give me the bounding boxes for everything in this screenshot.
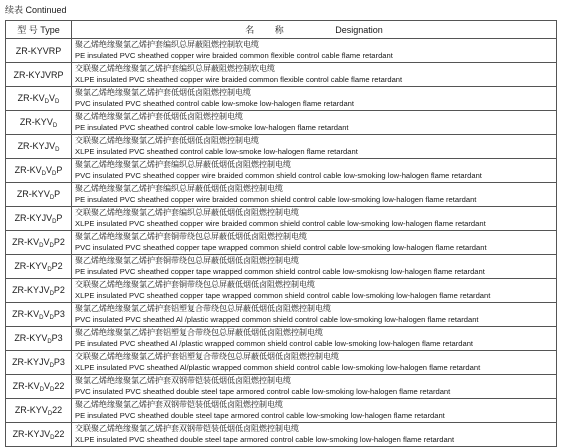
model-subscript: D [49,194,55,201]
model-cell [6,303,72,327]
table-caption: 续表 Continued [5,5,67,15]
model-cell [6,255,72,279]
designation-cell [72,255,557,279]
model-code: ZR-KYV [16,188,50,199]
designation-zh: 交联聚乙烯绝缘聚氯乙烯护套编织总屏蔽低烟低卤阻燃控制电缆 [75,208,299,217]
model-code-part: V [45,164,52,175]
designation-en: PVC insulated PVC sheathed copper wire braided common shield control cable low-smoking low-halogen flame retardant [75,170,482,180]
table-row [6,279,557,303]
model-code-part: V [43,308,50,319]
designation-zh: 交联聚乙烯绝缘聚氯乙烯护套双钢带铠装低烟低卤阻燃控制电缆 [75,424,299,433]
table-row [6,39,557,63]
model-cell [6,351,72,375]
model-subscript: D [50,434,55,441]
model-suffix: P [54,188,61,199]
designation-en: PE insulated PVC sheathed copper wire braided common shield control cable low-smoking low-halogen flame retardant [75,194,477,204]
designation-table [5,20,557,447]
table-row [6,399,557,423]
designation-en: XLPE insulated PVC sheathed control cable low-smoke low-halogen flame retardant [75,146,358,156]
table-row [6,351,557,375]
designation-en: XLPE insulated PVC sheathed double steel tape armored control cable low-smoking low-halogen flame retardant [75,434,455,444]
table-row [6,159,557,183]
designation-cell [72,231,557,255]
model-suffix: P2 [53,284,65,295]
table-row [6,183,557,207]
model-subscript: D [52,170,57,177]
designation-cell [72,135,557,159]
model-code: ZR-KYVRP [15,45,62,56]
table-row [6,303,557,327]
designation-en: XLPE insulated PVC sheathed copper wire braided common shield control cable low-smoking low-halogen flame retardant [75,218,486,228]
model-code-part: V [43,236,50,247]
designation-zh: 聚乙烯绝缘聚氯乙烯护套双钢带铠装低烟低卤阻燃控制电缆 [75,400,283,409]
designation-cell [72,327,557,351]
model-code: ZR-KYJV [12,428,51,439]
model-code: ZR-KYJV [12,284,50,295]
designation-cell [72,399,557,423]
designation-en: PVC insulated PVC sheathed Al /plastic wrapped common shield control cable low-smoking low-halogen flame retardant [75,314,479,324]
model-suffix: P2 [51,260,63,271]
model-subscript: D [44,98,49,105]
model-subscript: D [52,122,58,129]
model-cell [6,159,72,183]
model-cell [6,231,72,255]
designation-zh: 交联聚乙烯绝缘聚氯乙烯护套铝塑复合带绕包总屏蔽低烟低卤阻燃控制电缆 [75,352,339,361]
model-cell [6,135,72,159]
designation-en: PVC insulated PVC sheathed copper tape wrapped common shield control cable low-smoking low-halogen flame retardant [75,242,487,252]
model-code: ZR-KYJVRP [13,69,64,80]
designation-cell [72,207,557,231]
designation-cell [72,63,557,87]
model-code: ZR-KV [12,308,40,319]
model-cell [6,375,72,399]
designation-en: PE insulated PVC sheathed copper tape wrapped common shield control cable low-smokisng low-halogen flame retardant [75,266,485,276]
designation-zh: 聚氯乙烯绝缘聚氯乙烯护套双钢带铠装低烟低卤阻燃控制电缆 [75,376,291,385]
table-row [6,327,557,351]
designation-zh: 聚氯乙烯绝缘聚氯乙烯护套编织总屏蔽低烟低卤阻燃控制电缆 [75,160,291,169]
model-code: ZR-KYV [14,404,48,415]
designation-zh: 交联聚乙烯绝缘聚氯乙烯护套低烟低卤阻燃控制电缆 [75,136,259,145]
model-suffix: 22 [54,380,65,391]
designation-cell [72,303,557,327]
table-row [6,87,557,111]
designation-header-zh: 名 称 [245,25,293,35]
table-row [6,255,557,279]
designation-zh: 聚乙烯绝缘聚氯乙烯护套低烟低卤阻燃控制电缆 [75,112,243,121]
designation-en: PE insulated PVC sheathed copper wire braided common flexible control cable flame retardant [75,50,393,60]
designation-cell [72,87,557,111]
model-subscript: D [55,98,60,105]
table-row [6,423,557,447]
model-subscript: D [39,242,44,249]
model-cell [6,279,72,303]
model-code-part: V [43,380,50,391]
model-suffix: P [56,164,63,175]
table-row [6,231,557,255]
table-header-row [6,21,557,39]
designation-en: PVC insulated PVC sheathed control cable low-smoke low-halogen flame retardant [75,98,355,108]
model-code: ZR-KYJV [12,356,50,367]
designation-en: PE insulated PVC sheathed control cable low-smoke low-halogen flame retardant [75,122,349,132]
designation-en: XLPE insulated PVC sheathed copper tape wrapped common shield control cable low-smoking low-halogen flame retardant [75,290,491,300]
model-code: ZR-KYV [19,116,53,127]
designation-zh: 交联聚乙烯绝缘聚氯乙烯护套编织总屏蔽阻燃控制软电缆 [75,64,275,73]
designation-cell [72,183,557,207]
model-suffix: P3 [53,308,65,319]
model-subscript: D [50,386,55,393]
model-cell [6,39,72,63]
model-code: ZR-KYJV [14,212,53,223]
model-code: ZR-KYJV [17,140,56,151]
designation-en: PE insulated PVC sheathed double steel tape armored control cable low-smoking low-halogen flame retardant [75,410,445,420]
model-subscript: D [47,338,52,345]
model-subscript: D [49,314,54,321]
model-cell [6,327,72,351]
model-subscript: D [39,314,44,321]
model-subscript: D [47,266,52,273]
model-code: ZR-KYV [14,260,48,271]
model-code: ZR-KV [12,236,40,247]
table-row [6,135,557,159]
designation-zh: 聚氯乙烯绝缘聚氯乙烯护套低烟低卤阻燃控制电缆 [75,88,251,97]
model-subscript: D [39,386,44,393]
model-subscript: D [47,410,53,417]
designation-cell [72,159,557,183]
designation-cell [72,423,557,447]
model-suffix: P3 [53,356,65,367]
model-suffix: 22 [52,404,63,415]
model-cell [6,111,72,135]
model-code: ZR-KV [17,92,45,103]
table-row [6,111,557,135]
model-code: ZR-KV [14,164,42,175]
model-subscript: D [49,362,54,369]
designation-en: PVC insulated PVC sheathed double steel tape armored control cable low-smoking low-halogen flame retardant [75,386,451,396]
designation-zh: 聚氯乙烯绝缘聚氯乙烯护套铜带绕包总屏蔽低烟低卤阻燃控制电缆 [75,232,307,241]
table-row [6,375,557,399]
model-code: ZR-KV [12,380,40,391]
designation-header-en: Designation [335,25,383,35]
designation-zh: 聚氯乙烯绝缘聚氯乙烯护套铝塑复合带绕包总屏蔽低烟低卤阻燃控制电缆 [75,304,331,313]
model-cell [6,63,72,87]
model-code-part: V [48,92,55,103]
designation-en: PE insulated PVC sheathed Al /plastic wrapped common shield control cable low-smoking low-halogen flame retardant [75,338,474,348]
model-suffix: P2 [53,236,65,247]
model-subscript: D [49,242,54,249]
designation-cell [72,375,557,399]
model-cell [6,183,72,207]
model-code: ZR-KYV [14,332,48,343]
type-column-header: 型 号 Type [6,21,72,39]
designation-cell [72,39,557,63]
designation-zh: 交联聚乙烯绝缘聚氯乙烯护套铜带绕包总屏蔽低烟低卤阻燃控制电缆 [75,280,315,289]
model-cell [6,207,72,231]
designation-zh: 聚乙烯绝缘聚氯乙烯护套编织总屏蔽低烟低卤阻燃控制电缆 [75,184,283,193]
model-cell [6,423,72,447]
model-cell [6,87,72,111]
model-subscript: D [55,146,60,153]
designation-zh: 聚乙烯绝缘聚氯乙烯护套编织总屏蔽阻燃控制软电缆 [75,40,259,49]
designation-cell [72,351,557,375]
designation-en: XLPE insulated PVC sheathed copper wire braided common flexible control cable flame retardant [75,74,403,84]
designation-zh: 聚乙烯绝缘聚氯乙烯护套铜带绕包总屏蔽低烟低卤阻燃控制电缆 [75,256,299,265]
designation-zh: 聚乙烯绝缘聚氯乙烯护套铝塑复合带绕包总屏蔽低烟低卤阻燃控制电缆 [75,328,323,337]
table-row [6,207,557,231]
table-row [6,63,557,87]
model-suffix: 22 [54,428,65,439]
designation-cell [72,111,557,135]
model-subscript: D [49,290,54,297]
designation-cell [72,279,557,303]
designation-en: XLPE insulated PVC sheathed Al/plastic wrapped common shield control cable low-smoking low-halogen flame retardant [75,362,481,372]
designation-column-header [72,21,557,39]
model-suffix: P3 [51,332,63,343]
model-subscript: D [41,170,46,177]
model-suffix: P [56,212,63,223]
model-cell [6,399,72,423]
model-subscript: D [52,218,57,225]
